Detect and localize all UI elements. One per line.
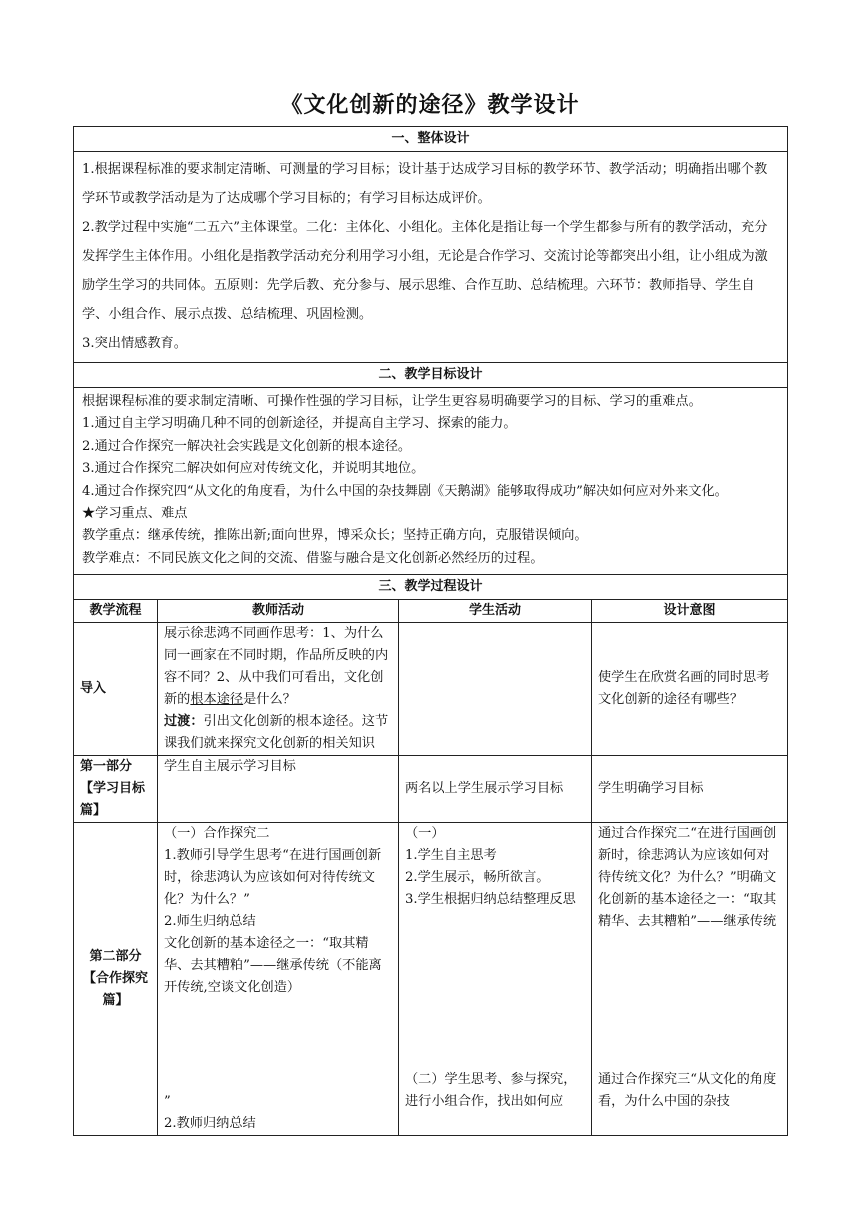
goal-line: ★学习重点、难点 [82,506,188,522]
part2-student-line: （一） [405,826,445,842]
part1-stage-sub: 【学习目标篇】 [80,781,146,819]
part2-stage [74,823,158,1136]
lesson-plan-table [73,126,788,1136]
part2-student-line: （二）学生思考、参与探究，进行小组合作，找出如何应 [405,1072,577,1110]
intro-teacher-cell [158,623,399,756]
section2-heading-row [74,363,788,388]
goal-line: 1.通过自主学习明确几种不同的创新途径，并提高自主学习、探索的能力。 [82,416,517,432]
goals-body [74,388,788,575]
part2-teacher-line: 2.教师归纳总结 [164,1116,256,1132]
part1-student-cell: 两名以上学生展示学习目标 [399,756,592,823]
intro-teacher-question [164,623,392,711]
part1-stage-title: 第一部分 [80,759,133,775]
intro-student-cell [399,623,592,756]
overall-point-3: 3.突出情感教育。 [82,336,187,351]
part2-intent-cell [592,823,788,1136]
goal-line: 3.通过合作探究二解决如何应对传统文化，并说明其地位。 [82,461,425,477]
part1-row [74,756,788,823]
goal-line: 根据课程标准的要求制定清晰、可操作性强的学习目标，让学生更容易明确要学习的目标、学习的重难点。 [82,394,702,409]
overall-point-1: 1.根据课程标准的要求制定清晰、可测量的学习目标；设计基于达成学习目标的教学环节、教学活动；明确指出哪个教学环节或教学活动是为了达成哪个学习目标的；有学习目标达成评价。 [82,162,768,206]
section2-body-row [74,388,788,575]
intro-underlined-term: 根本途径 [190,692,244,708]
section3-heading: 三、教学过程设计 [74,575,788,600]
intro-row [74,623,788,756]
goal-line: 4.通过合作探究四“从文化的角度看，为什么中国的杂技舞剧《天鹅湖》能够取得成功”解决如何应对外来文化。 [82,483,728,499]
spacer [598,933,781,1069]
part2-teacher-cell [158,823,399,1136]
spacer [405,911,585,1069]
overall-design-body [74,152,788,363]
part2-teacher-line: （一）合作探究二 [164,826,270,842]
intro-intent-cell: 使学生在欣赏名画的同时思考文化创新的途径有哪些？ [592,623,788,756]
part2-teacher-line: ” [164,1094,171,1110]
process-header-row [74,600,788,623]
part2-stage-title: 第二部分 [89,949,142,965]
overall-point-2: 2.教学过程中实施“二五六”主体课堂。二化：主体化、小组化。主体化是指让每一个学生都参与所有的教学活动，充分发挥学生主体作用。小组化是指教学活动充分利用学习小组，无论是合作学习、交流讨论等都突出小组，让小组成为激励学生学习的共同体。五原则：先学后教、充分参与、展示思维、合作互助、总结梳理。六环节：教师指导、学生自学、小组合作、展示点拨、总结梳理、巩固检测。 [82,220,768,322]
section1-body-row [74,152,788,363]
part2-intent-line: 通过合作探究二“在进行国画创新时，徐悲鸿认为应该如何对待传统文化？为什么？”明确文化创新的基本途径之一：“取其精华、去其糟粕”——继承传统 [598,826,777,930]
part2-student-line: 1.学生自主思考 [405,848,497,864]
part1-teacher-cell: 学生自主展示学习目标 [158,756,399,823]
section2-heading: 二、教学目标设计 [74,363,788,388]
part1-stage [74,756,158,823]
spacer [164,999,392,1091]
part2-teacher-line: 1.教师引导学生思考“在进行国画创新时，徐悲鸿认为应该如何对待传统文化？为什么？” [164,848,382,908]
intro-question-end: 是什么？ [243,692,296,708]
part2-stage-sub: 【合作探究篇】 [82,971,148,1009]
part2-student-cell [399,823,592,1136]
column-header-teacher: 教师活动 [158,600,399,623]
column-header-stage: 教学流程 [74,600,158,623]
intro-question-text: 展示徐悲鸿不同画作思考：1、为什么同一画家在不同时期，作品所反映的内容不同？2、从中我们可看出，文化创新的 [164,626,389,708]
intro-stage: 导入 [74,623,158,756]
part2-student-line: 2.学生展示，畅所欲言。 [405,870,550,886]
section1-heading: 一、整体设计 [74,127,788,152]
part1-intent-cell: 学生明确学习目标 [592,756,788,823]
column-header-intent: 设计意图 [592,600,788,623]
transition-label: 过渡： [164,714,204,730]
part2-teacher-line: 2.师生归纳总结 [164,914,256,930]
part2-teacher-line: 文化创新的基本途径之一：“取其精华、去其糟粕”——继承传统（不能离开传统,空谈文化创造） [164,936,382,996]
intro-transition [164,711,392,755]
section1-heading-row [74,127,788,152]
goal-line: 2.通过合作探究一解决社会实践是文化创新的根本途径。 [82,438,412,454]
section3-heading-row [74,575,788,600]
column-header-student: 学生活动 [399,600,592,623]
goal-line: 教学难点：不同民族文化之间的交流、借鉴与融合是文化创新必然经历的过程。 [82,550,544,566]
transition-text: 引出文化创新的根本途径。这节课我们就来探究文化创新的相关知识 [164,714,389,752]
part2-row [74,823,788,1136]
page-title: 《文化创新的途径》教学设计 [280,93,580,118]
part2-student-line: 3.学生根据归纳总结整理反思 [405,892,576,908]
part2-intent-line: 通过合作探究三“从文化的角度看，为什么中国的杂技 [598,1072,777,1110]
goal-line: 教学重点：继承传统，推陈出新;面向世界，博采众长；坚持正确方向，克服错误倾向。 [82,528,588,544]
